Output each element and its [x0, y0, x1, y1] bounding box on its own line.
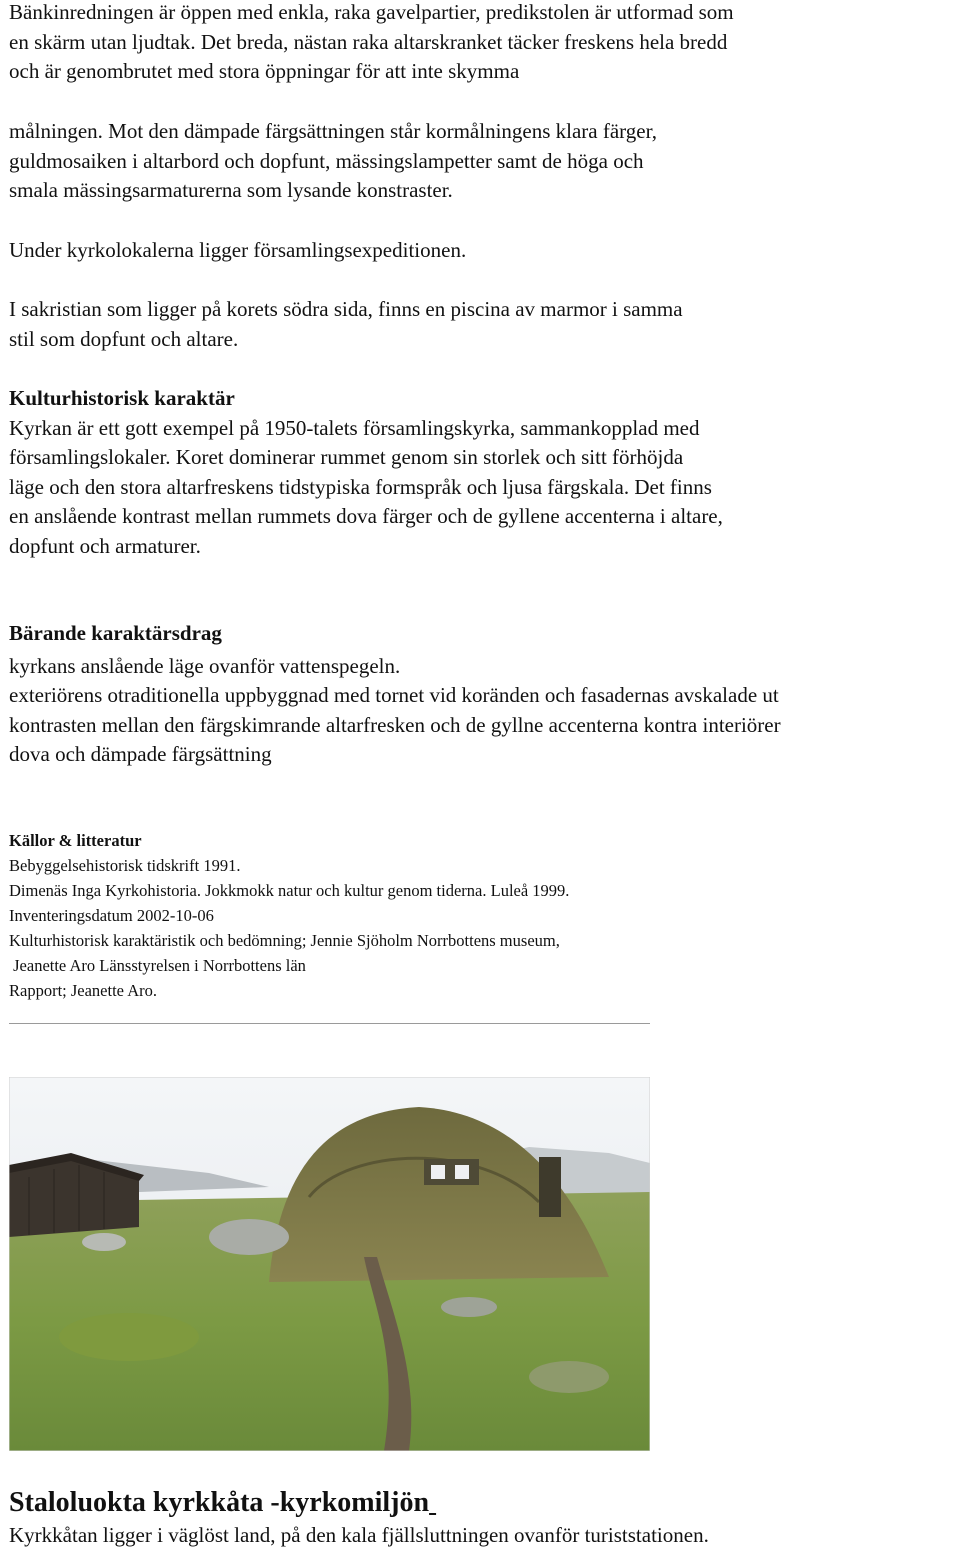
text-line: kyrkans anslående läge ovanför vattenspegeln. — [9, 653, 401, 678]
text-line: en anslående kontrast mellan rummets dova färger och de gyllene accenterna i altare, — [9, 504, 723, 528]
kultur-section — [9, 384, 723, 561]
text-line: I sakristian som ligger på korets södra sida, finns en piscina av marmor i samma — [9, 297, 683, 321]
horizontal-rule — [9, 1023, 650, 1024]
barande-section — [9, 619, 781, 770]
kyrkkata-photo — [9, 1077, 650, 1451]
text-line: dova och dämpade färgsättning — [9, 742, 272, 766]
text-line: Bänkinredningen är öppen med enkla, raka gavelpartier, predikstolen är utformad som — [9, 0, 734, 24]
intro-paragraph — [9, 0, 734, 87]
paragraph-2 — [9, 117, 657, 206]
text-line: smala mässingsarmaturerna som lysande konstraster. — [9, 178, 453, 202]
text-line: Under kyrkolokalerna ligger församlingsexpeditionen. — [9, 238, 467, 262]
paragraph-3 — [9, 236, 466, 266]
section2-text: Kyrkkåtan ligger i väglöst land, på den kala fjällsluttningen ovanför turiststationen. — [9, 1523, 709, 1547]
text-line: Dimenäs Inga Kyrkohistoria. Jokkmokk natur och kultur genom tiderna. Luleå 1999. — [9, 881, 570, 900]
text-line: Jeanette Aro Länsstyrelsen i Norrbottens län — [9, 956, 306, 975]
text-line: Rapport; Jeanette Aro. — [9, 981, 158, 1000]
text-line: Kyrkan är ett gott exempel på 1950-talets församlingskyrka, sammankopplad med — [9, 415, 700, 440]
text-line: dopfunt och armaturer. — [9, 533, 201, 558]
text-line: Kulturhistorisk karaktäristik och bedömning; Jennie Sjöholm Norrbottens museum, — [9, 931, 560, 950]
title-trailing-underline — [429, 1487, 436, 1518]
text-line: läge och den stora altarfreskens tidstypiska formspråk och ljusa färgskala. Det finns — [9, 474, 712, 499]
text-line: exteriörens otraditionella uppbyggnad med tornet vid koränden och fasadernas avskalade ut — [9, 683, 779, 707]
section-heading: Bärande karaktärsdrag — [9, 621, 222, 645]
section2-title-text: Staloluokta kyrkkåta -kyrkomiljön — [9, 1487, 430, 1518]
text-line: målningen. Mot den dämpade färgsättningen står kormålningens klara färger, — [9, 119, 658, 143]
section2-title — [9, 1487, 436, 1519]
text-line: kontrasten mellan den färgskimrande altarfresken och de gyllne accenterna kontra interiörer — [9, 712, 781, 737]
text-line: stil som dopfunt och altare. — [9, 326, 239, 351]
section-heading: Kulturhistorisk karaktär — [9, 386, 235, 410]
text-line: Bebyggelsehistorisk tidskrift 1991. — [9, 856, 241, 875]
sources-section — [9, 828, 569, 1003]
text-line: Inventeringsdatum 2002-10-06 — [9, 906, 214, 925]
section-heading: Källor & litteratur — [9, 831, 142, 850]
text-line: och är genombrutet med stora öppningar för att inte skymma — [9, 59, 520, 83]
text-line: en skärm utan ljudtak. Det breda, nästan raka altarskranket täcker freskens hela bredd — [9, 29, 728, 54]
text-line: församlingslokaler. Koret dominerar rummet genom sin storlek och sitt förhöjda — [9, 445, 684, 469]
paragraph-4 — [9, 295, 683, 354]
text-line: guldmosaiken i altarbord och dopfunt, mässingslampetter samt de höga och — [9, 148, 644, 173]
